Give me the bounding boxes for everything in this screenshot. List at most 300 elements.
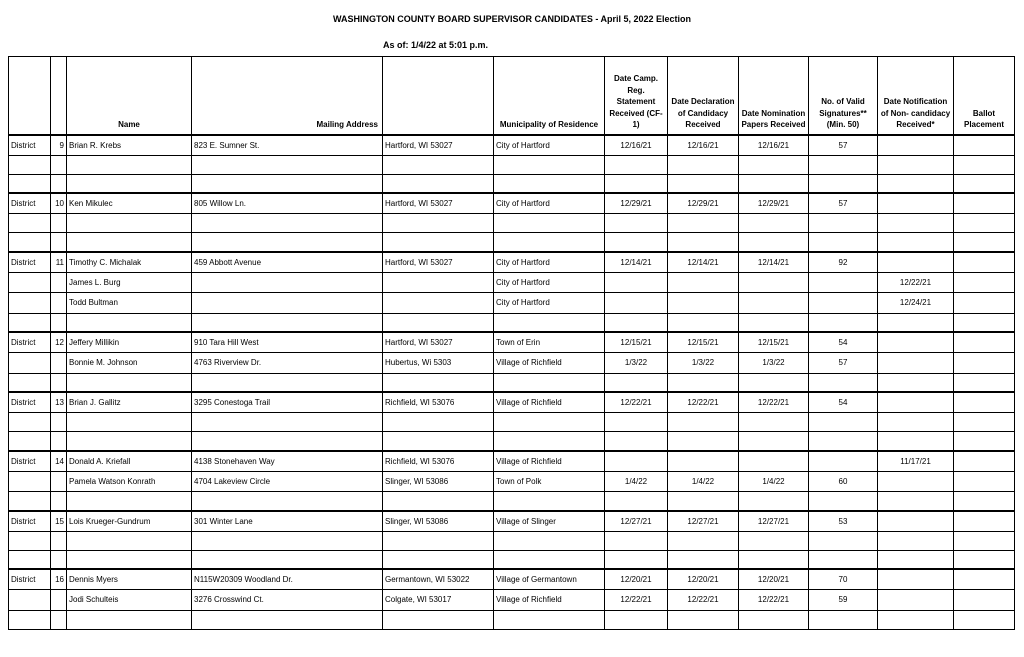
- city-state-zip-cell: Hubertus, Wi 5303: [383, 353, 494, 374]
- nomination-papers-date-cell: 12/29/21: [739, 193, 809, 214]
- cf1-date-cell: [605, 293, 668, 314]
- municipality-cell: City of Hartford: [494, 135, 605, 156]
- district-cell: [9, 492, 51, 511]
- district-number-cell: 10: [51, 193, 67, 214]
- mailing-address-cell: 459 Abbott Avenue: [192, 252, 383, 273]
- header-district: [9, 57, 51, 135]
- noncandidacy-date-cell: [878, 569, 954, 590]
- mailing-address-cell: 4704 Lakeview Circle: [192, 471, 383, 492]
- candidate-name-cell: [67, 531, 192, 550]
- city-state-zip-cell: Colgate, WI 53017: [383, 590, 494, 611]
- valid-signatures-cell: [809, 432, 878, 451]
- ballot-placement-cell: [954, 550, 1015, 569]
- candidate-name-cell: [67, 492, 192, 511]
- mailing-address-cell: 910 Tara Hill West: [192, 332, 383, 353]
- mailing-address-cell: 3295 Conestoga Trail: [192, 392, 383, 413]
- ballot-placement-cell: [954, 272, 1015, 293]
- valid-signatures-cell: [809, 272, 878, 293]
- nomination-papers-date-cell: [739, 451, 809, 472]
- mailing-address-cell: 805 Willow Ln.: [192, 193, 383, 214]
- valid-signatures-cell: [809, 214, 878, 233]
- valid-signatures-cell: [809, 293, 878, 314]
- ballot-placement-cell: [954, 155, 1015, 174]
- header-name: Name: [67, 57, 192, 135]
- mailing-address-cell: [192, 313, 383, 332]
- candidacy-date-cell: [668, 293, 739, 314]
- ballot-placement-cell: [954, 432, 1015, 451]
- header-mailing-address: Mailing Address: [192, 57, 383, 135]
- district-number-cell: [51, 313, 67, 332]
- table-row: [9, 451, 1015, 472]
- as-of-timestamp: As of: 1/4/22 at 5:01 p.m.: [383, 40, 489, 50]
- municipality-cell: Village of Richfield: [494, 590, 605, 611]
- candidate-name-cell: Jeffery Millikin: [67, 332, 192, 353]
- city-state-zip-cell: [383, 432, 494, 451]
- mailing-address-cell: [192, 214, 383, 233]
- district-number-cell: [51, 174, 67, 193]
- valid-signatures-cell: 60: [809, 471, 878, 492]
- district-number-cell: [51, 590, 67, 611]
- district-cell: [9, 471, 51, 492]
- cf1-date-cell: 1/3/22: [605, 353, 668, 374]
- ballot-placement-cell: [954, 214, 1015, 233]
- table-row: [9, 413, 1015, 432]
- nomination-papers-date-cell: [739, 174, 809, 193]
- mailing-address-cell: [192, 432, 383, 451]
- ballot-placement-cell: [954, 413, 1015, 432]
- candidate-name-cell: [67, 233, 192, 252]
- candidacy-date-cell: 12/20/21: [668, 569, 739, 590]
- municipality-cell: City of Hartford: [494, 272, 605, 293]
- municipality-cell: [494, 413, 605, 432]
- candidate-name-cell: [67, 155, 192, 174]
- candidacy-date-cell: [668, 451, 739, 472]
- ballot-placement-cell: [954, 531, 1015, 550]
- ballot-placement-cell: [954, 392, 1015, 413]
- district-cell: [9, 313, 51, 332]
- ballot-placement-cell: [954, 174, 1015, 193]
- noncandidacy-date-cell: [878, 313, 954, 332]
- candidate-name-cell: [67, 373, 192, 392]
- district-cell: [9, 610, 51, 629]
- mailing-address-cell: [192, 531, 383, 550]
- municipality-cell: City of Hartford: [494, 193, 605, 214]
- nomination-papers-date-cell: 12/16/21: [739, 135, 809, 156]
- district-number-cell: 9: [51, 135, 67, 156]
- district-number-cell: [51, 155, 67, 174]
- nomination-papers-date-cell: 12/22/21: [739, 590, 809, 611]
- nomination-papers-date-cell: [739, 214, 809, 233]
- candidacy-date-cell: [668, 492, 739, 511]
- document-title: WASHINGTON COUNTY BOARD SUPERVISOR CANDIDATES - April 5, 2022 Election: [332, 14, 692, 24]
- cf1-date-cell: [605, 373, 668, 392]
- noncandidacy-date-cell: 11/17/21: [878, 451, 954, 472]
- candidate-name-cell: [67, 610, 192, 629]
- table-row: [9, 590, 1015, 611]
- candidacy-date-cell: [668, 413, 739, 432]
- table-row: [9, 313, 1015, 332]
- ballot-placement-cell: [954, 193, 1015, 214]
- cf1-date-cell: [605, 214, 668, 233]
- valid-signatures-cell: [809, 492, 878, 511]
- municipality-cell: [494, 492, 605, 511]
- header-municipality: Municipality of Residence: [494, 57, 605, 135]
- candidacy-date-cell: [668, 550, 739, 569]
- valid-signatures-cell: [809, 550, 878, 569]
- noncandidacy-date-cell: [878, 590, 954, 611]
- city-state-zip-cell: [383, 550, 494, 569]
- ballot-placement-cell: [954, 492, 1015, 511]
- header-number: [51, 57, 67, 135]
- municipality-cell: [494, 233, 605, 252]
- district-cell: [9, 353, 51, 374]
- mailing-address-cell: 4763 Riverview Dr.: [192, 353, 383, 374]
- district-cell: [9, 432, 51, 451]
- nomination-papers-date-cell: [739, 550, 809, 569]
- city-state-zip-cell: [383, 610, 494, 629]
- cf1-date-cell: 12/27/21: [605, 511, 668, 532]
- cf1-date-cell: [605, 313, 668, 332]
- cf1-date-cell: [605, 174, 668, 193]
- nomination-papers-date-cell: 12/22/21: [739, 392, 809, 413]
- district-cell: [9, 550, 51, 569]
- header-candidacy: Date Declaration of Candidacy Received: [668, 57, 739, 135]
- valid-signatures-cell: [809, 155, 878, 174]
- noncandidacy-date-cell: 12/22/21: [878, 272, 954, 293]
- municipality-cell: [494, 313, 605, 332]
- header-signatures: No. of Valid Signatures** (Min. 50): [809, 57, 878, 135]
- table-row: [9, 174, 1015, 193]
- candidate-name-cell: Brian R. Krebs: [67, 135, 192, 156]
- noncandidacy-date-cell: [878, 252, 954, 273]
- noncandidacy-date-cell: [878, 511, 954, 532]
- ballot-placement-cell: [954, 471, 1015, 492]
- district-cell: [9, 174, 51, 193]
- candidacy-date-cell: [668, 174, 739, 193]
- city-state-zip-cell: [383, 293, 494, 314]
- city-state-zip-cell: [383, 413, 494, 432]
- candidacy-date-cell: 12/14/21: [668, 252, 739, 273]
- noncandidacy-date-cell: [878, 413, 954, 432]
- cf1-date-cell: [605, 413, 668, 432]
- candidacy-date-cell: [668, 272, 739, 293]
- table-row: [9, 511, 1015, 532]
- table-row: [9, 569, 1015, 590]
- candidate-name-cell: Timothy C. Michalak: [67, 252, 192, 273]
- table-row: [9, 550, 1015, 569]
- district-number-cell: 13: [51, 392, 67, 413]
- table-row: [9, 272, 1015, 293]
- cf1-date-cell: 12/20/21: [605, 569, 668, 590]
- candidate-name-cell: Ken Mikulec: [67, 193, 192, 214]
- municipality-cell: [494, 373, 605, 392]
- noncandidacy-date-cell: [878, 492, 954, 511]
- municipality-cell: Village of Germantown: [494, 569, 605, 590]
- cf1-date-cell: [605, 492, 668, 511]
- valid-signatures-cell: 54: [809, 332, 878, 353]
- district-cell: [9, 590, 51, 611]
- nomination-papers-date-cell: [739, 373, 809, 392]
- mailing-address-cell: [192, 272, 383, 293]
- noncandidacy-date-cell: [878, 233, 954, 252]
- candidacy-date-cell: 12/15/21: [668, 332, 739, 353]
- valid-signatures-cell: 92: [809, 252, 878, 273]
- noncandidacy-date-cell: [878, 610, 954, 629]
- table-row: [9, 492, 1015, 511]
- valid-signatures-cell: [809, 233, 878, 252]
- noncandidacy-date-cell: [878, 155, 954, 174]
- candidacy-date-cell: [668, 313, 739, 332]
- municipality-cell: Village of Richfield: [494, 451, 605, 472]
- city-state-zip-cell: [383, 313, 494, 332]
- noncandidacy-date-cell: [878, 550, 954, 569]
- table-row: [9, 332, 1015, 353]
- ballot-placement-cell: [954, 569, 1015, 590]
- ballot-placement-cell: [954, 373, 1015, 392]
- noncandidacy-date-cell: [878, 471, 954, 492]
- city-state-zip-cell: Richfield, WI 53076: [383, 392, 494, 413]
- city-state-zip-cell: [383, 531, 494, 550]
- valid-signatures-cell: [809, 174, 878, 193]
- table-row: [9, 293, 1015, 314]
- mailing-address-cell: 301 Winter Lane: [192, 511, 383, 532]
- mailing-address-cell: [192, 610, 383, 629]
- cf1-date-cell: [605, 432, 668, 451]
- mailing-address-cell: [192, 293, 383, 314]
- nomination-papers-date-cell: [739, 610, 809, 629]
- district-cell: District: [9, 193, 51, 214]
- candidate-name-cell: Bonnie M. Johnson: [67, 353, 192, 374]
- ballot-placement-cell: [954, 332, 1015, 353]
- city-state-zip-cell: Hartford, WI 53027: [383, 135, 494, 156]
- district-cell: District: [9, 511, 51, 532]
- table-row: [9, 233, 1015, 252]
- valid-signatures-cell: 57: [809, 193, 878, 214]
- cf1-date-cell: [605, 272, 668, 293]
- table-row: [9, 432, 1015, 451]
- city-state-zip-cell: Hartford, WI 53027: [383, 252, 494, 273]
- nomination-papers-date-cell: [739, 293, 809, 314]
- municipality-cell: [494, 531, 605, 550]
- cf1-date-cell: [605, 531, 668, 550]
- nomination-papers-date-cell: [739, 492, 809, 511]
- nomination-papers-date-cell: [739, 233, 809, 252]
- mailing-address-cell: [192, 550, 383, 569]
- candidacy-date-cell: [668, 432, 739, 451]
- district-number-cell: [51, 214, 67, 233]
- municipality-cell: Village of Richfield: [494, 392, 605, 413]
- valid-signatures-cell: [809, 373, 878, 392]
- candidate-name-cell: Todd Bultman: [67, 293, 192, 314]
- valid-signatures-cell: 59: [809, 590, 878, 611]
- candidacy-date-cell: [668, 155, 739, 174]
- municipality-cell: Town of Erin: [494, 332, 605, 353]
- candidacy-date-cell: 12/29/21: [668, 193, 739, 214]
- district-cell: District: [9, 252, 51, 273]
- mailing-address-cell: [192, 373, 383, 392]
- valid-signatures-cell: [809, 610, 878, 629]
- mailing-address-cell: [192, 492, 383, 511]
- valid-signatures-cell: 57: [809, 353, 878, 374]
- nomination-papers-date-cell: 1/3/22: [739, 353, 809, 374]
- municipality-cell: Village of Slinger: [494, 511, 605, 532]
- cf1-date-cell: [605, 610, 668, 629]
- ballot-placement-cell: [954, 451, 1015, 472]
- cf1-date-cell: 12/22/21: [605, 392, 668, 413]
- nomination-papers-date-cell: [739, 531, 809, 550]
- candidacy-date-cell: [668, 214, 739, 233]
- noncandidacy-date-cell: [878, 332, 954, 353]
- nomination-papers-date-cell: 12/15/21: [739, 332, 809, 353]
- noncandidacy-date-cell: [878, 214, 954, 233]
- nomination-papers-date-cell: [739, 432, 809, 451]
- candidate-name-cell: Pamela Watson Konrath: [67, 471, 192, 492]
- district-cell: [9, 155, 51, 174]
- municipality-cell: [494, 550, 605, 569]
- candidate-name-cell: James L. Burg: [67, 272, 192, 293]
- district-number-cell: [51, 413, 67, 432]
- district-number-cell: [51, 233, 67, 252]
- candidate-name-cell: Donald A. Kriefall: [67, 451, 192, 472]
- cf1-date-cell: 12/16/21: [605, 135, 668, 156]
- noncandidacy-date-cell: [878, 392, 954, 413]
- district-number-cell: [51, 432, 67, 451]
- mailing-address-cell: N115W20309 Woodland Dr.: [192, 569, 383, 590]
- valid-signatures-cell: [809, 413, 878, 432]
- city-state-zip-cell: [383, 272, 494, 293]
- district-cell: District: [9, 451, 51, 472]
- district-number-cell: [51, 531, 67, 550]
- valid-signatures-cell: 54: [809, 392, 878, 413]
- nomination-papers-date-cell: 12/14/21: [739, 252, 809, 273]
- district-number-cell: 11: [51, 252, 67, 273]
- candidacy-date-cell: 12/27/21: [668, 511, 739, 532]
- table-row: [9, 135, 1015, 156]
- district-cell: District: [9, 332, 51, 353]
- ballot-placement-cell: [954, 511, 1015, 532]
- noncandidacy-date-cell: [878, 174, 954, 193]
- candidacy-date-cell: 12/22/21: [668, 590, 739, 611]
- district-number-cell: [51, 353, 67, 374]
- noncandidacy-date-cell: [878, 373, 954, 392]
- municipality-cell: [494, 174, 605, 193]
- candidate-name-cell: [67, 214, 192, 233]
- table-row: [9, 193, 1015, 214]
- noncandidacy-date-cell: [878, 135, 954, 156]
- table-row: [9, 353, 1015, 374]
- table-row: [9, 252, 1015, 273]
- mailing-address-cell: [192, 413, 383, 432]
- cf1-date-cell: 1/4/22: [605, 471, 668, 492]
- cf1-date-cell: [605, 451, 668, 472]
- ballot-placement-cell: [954, 313, 1015, 332]
- ballot-placement-cell: [954, 590, 1015, 611]
- municipality-cell: [494, 155, 605, 174]
- ballot-placement-cell: [954, 610, 1015, 629]
- mailing-address-cell: 4138 Stonehaven Way: [192, 451, 383, 472]
- valid-signatures-cell: [809, 531, 878, 550]
- district-number-cell: 12: [51, 332, 67, 353]
- ballot-placement-cell: [954, 293, 1015, 314]
- ballot-placement-cell: [954, 252, 1015, 273]
- mailing-address-cell: 823 E. Sumner St.: [192, 135, 383, 156]
- city-state-zip-cell: Hartford, WI 53027: [383, 193, 494, 214]
- valid-signatures-cell: [809, 313, 878, 332]
- city-state-zip-cell: Hartford, WI 53027: [383, 332, 494, 353]
- noncandidacy-date-cell: [878, 432, 954, 451]
- noncandidacy-date-cell: 12/24/21: [878, 293, 954, 314]
- table-row: [9, 471, 1015, 492]
- municipality-cell: Village of Richfield: [494, 353, 605, 374]
- header-city: [383, 57, 494, 135]
- table-row: [9, 155, 1015, 174]
- city-state-zip-cell: Germantown, WI 53022: [383, 569, 494, 590]
- district-cell: District: [9, 135, 51, 156]
- district-cell: [9, 413, 51, 432]
- header-papers: Date Nomination Papers Received: [739, 57, 809, 135]
- municipality-cell: [494, 610, 605, 629]
- valid-signatures-cell: 70: [809, 569, 878, 590]
- nomination-papers-date-cell: 12/20/21: [739, 569, 809, 590]
- table-row: [9, 392, 1015, 413]
- cf1-date-cell: 12/22/21: [605, 590, 668, 611]
- cf1-date-cell: 12/14/21: [605, 252, 668, 273]
- table-row: [9, 610, 1015, 629]
- nomination-papers-date-cell: 12/27/21: [739, 511, 809, 532]
- district-cell: [9, 272, 51, 293]
- candidate-name-cell: [67, 313, 192, 332]
- municipality-cell: City of Hartford: [494, 252, 605, 273]
- cf1-date-cell: 12/29/21: [605, 193, 668, 214]
- district-number-cell: [51, 471, 67, 492]
- candidacy-date-cell: 1/4/22: [668, 471, 739, 492]
- candidacy-date-cell: 12/22/21: [668, 392, 739, 413]
- municipality-cell: [494, 214, 605, 233]
- nomination-papers-date-cell: [739, 155, 809, 174]
- mailing-address-cell: [192, 155, 383, 174]
- mailing-address-cell: 3276 Crosswind Ct.: [192, 590, 383, 611]
- candidacy-date-cell: [668, 373, 739, 392]
- header-ballot: Ballot Placement: [954, 57, 1015, 135]
- candidate-name-cell: [67, 413, 192, 432]
- valid-signatures-cell: [809, 451, 878, 472]
- candidacy-date-cell: [668, 531, 739, 550]
- municipality-cell: City of Hartford: [494, 293, 605, 314]
- candidate-name-cell: Brian J. Gallitz: [67, 392, 192, 413]
- city-state-zip-cell: Slinger, WI 53086: [383, 511, 494, 532]
- district-number-cell: 16: [51, 569, 67, 590]
- candidacy-date-cell: 1/3/22: [668, 353, 739, 374]
- district-number-cell: [51, 293, 67, 314]
- candidate-name-cell: [67, 174, 192, 193]
- district-number-cell: [51, 373, 67, 392]
- district-cell: [9, 531, 51, 550]
- city-state-zip-cell: [383, 214, 494, 233]
- mailing-address-cell: [192, 174, 383, 193]
- candidate-name-cell: Lois Krueger-Gundrum: [67, 511, 192, 532]
- ballot-placement-cell: [954, 135, 1015, 156]
- header-cf1: Date Camp. Reg. Statement Received (CF-1): [605, 57, 668, 135]
- nomination-papers-date-cell: [739, 413, 809, 432]
- noncandidacy-date-cell: [878, 193, 954, 214]
- district-cell: [9, 373, 51, 392]
- city-state-zip-cell: Slinger, WI 53086: [383, 471, 494, 492]
- district-cell: District: [9, 569, 51, 590]
- valid-signatures-cell: 57: [809, 135, 878, 156]
- municipality-cell: [494, 432, 605, 451]
- district-cell: District: [9, 392, 51, 413]
- city-state-zip-cell: [383, 155, 494, 174]
